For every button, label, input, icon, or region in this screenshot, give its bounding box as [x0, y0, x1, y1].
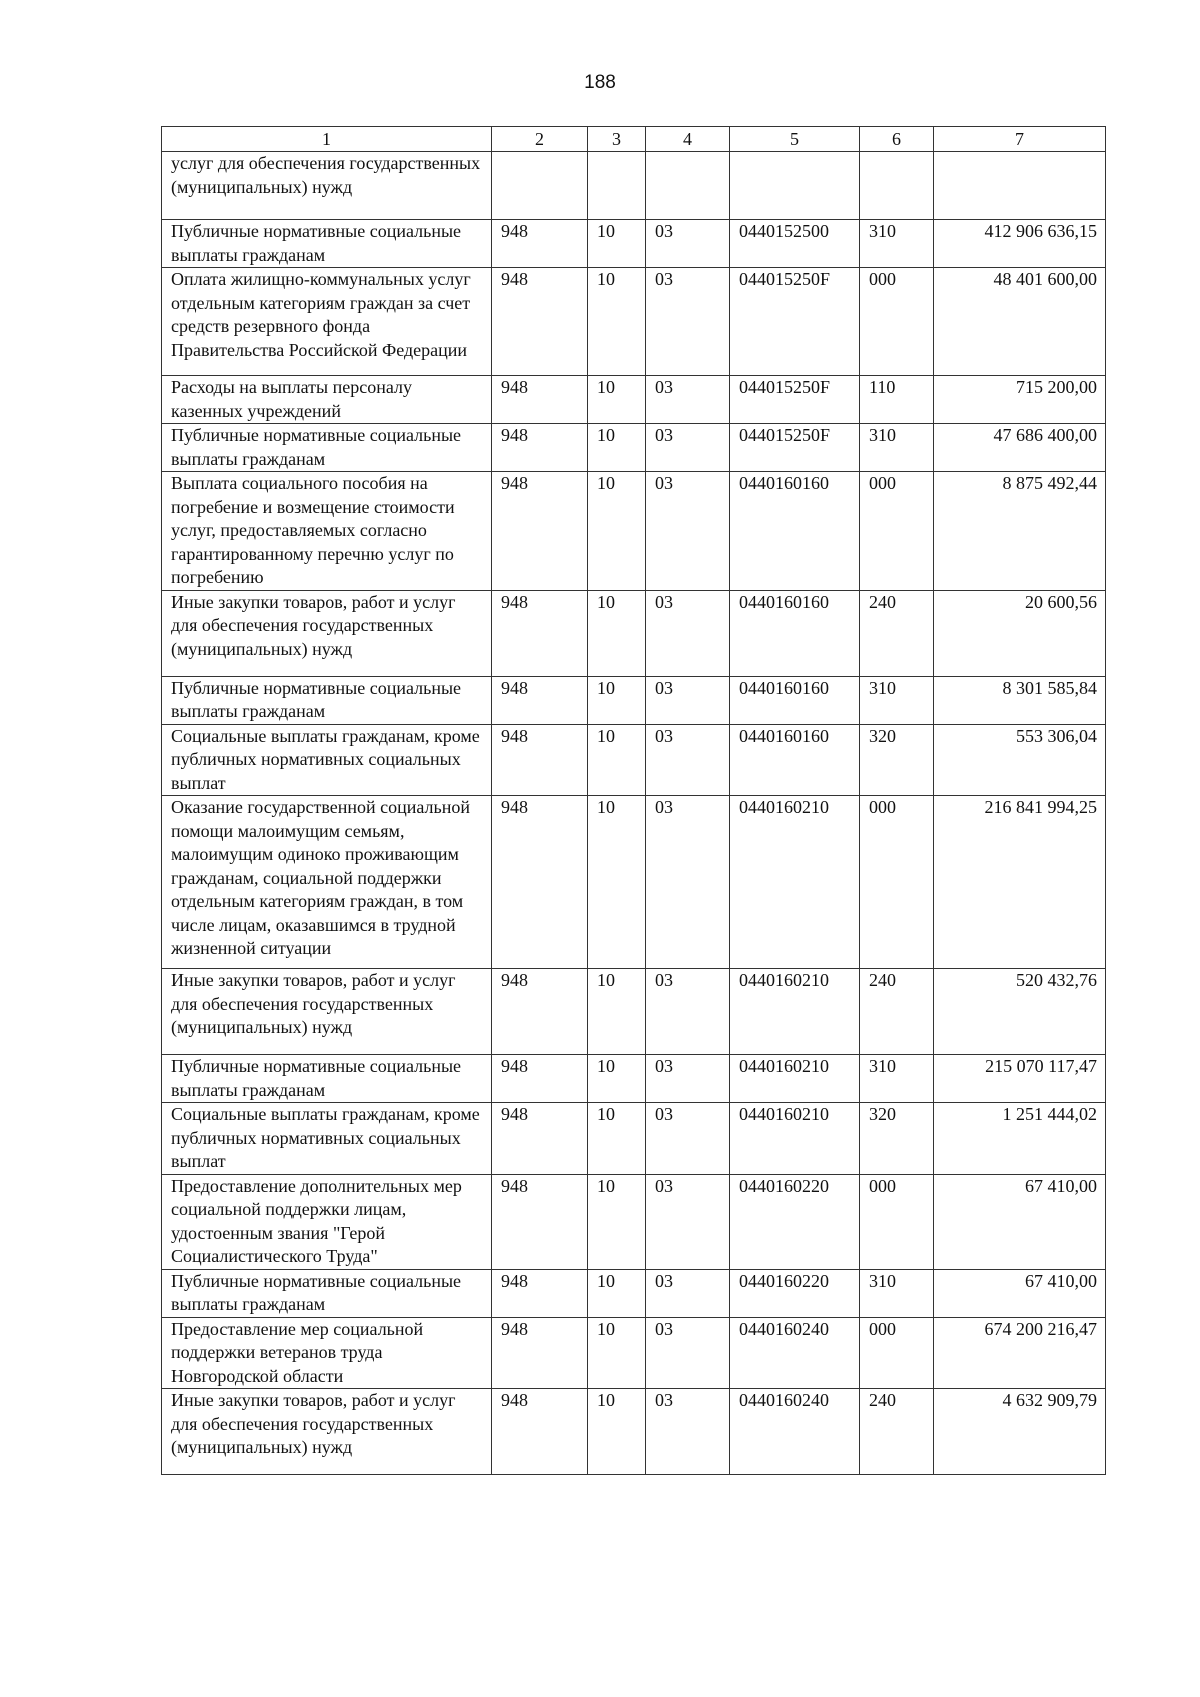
subsection-code-cell: [646, 152, 730, 220]
section-code-cell: 10: [588, 268, 646, 376]
expense-type-cell: 000: [860, 472, 934, 591]
name-cell: услуг для обеспечения государственных (муниципальных) нужд: [162, 152, 492, 220]
target-article-cell: 0440160160: [730, 472, 860, 591]
name-cell: Публичные нормативные социальные выплаты гражданам: [162, 424, 492, 472]
subsection-code-cell: 03: [646, 1174, 730, 1269]
target-article-cell: 0440160210: [730, 1055, 860, 1103]
subsection-code-cell: 03: [646, 472, 730, 591]
expense-type-cell: 310: [860, 676, 934, 724]
grbs-code-cell: [492, 152, 588, 220]
grbs-code-cell: 948: [492, 676, 588, 724]
expense-type-cell: [860, 152, 934, 220]
table-row: [162, 1174, 1106, 1269]
name-cell: Публичные нормативные социальные выплаты гражданам: [162, 1269, 492, 1317]
amount-cell: 216 841 994,25: [934, 796, 1106, 969]
name-cell: Публичные нормативные социальные выплаты гражданам: [162, 220, 492, 268]
section-code-cell: 10: [588, 1269, 646, 1317]
grbs-code-cell: 948: [492, 220, 588, 268]
name-cell: Иные закупки товаров, работ и услуг для обеспечения государственных (муниципальных) нужд: [162, 1389, 492, 1475]
column-header: 6: [860, 127, 934, 152]
name-cell: Публичные нормативные социальные выплаты гражданам: [162, 1055, 492, 1103]
amount-cell: 553 306,04: [934, 724, 1106, 796]
target-article-cell: 0440152500: [730, 220, 860, 268]
table-row: [162, 724, 1106, 796]
name-cell: Выплата социального пособия на погребение и возмещение стоимости услуг, предоставляемых согласно гарантированному перечню услуг по погребению: [162, 472, 492, 591]
expense-type-cell: 000: [860, 1317, 934, 1389]
name-cell: Публичные нормативные социальные выплаты гражданам: [162, 676, 492, 724]
amount-cell: 8 301 585,84: [934, 676, 1106, 724]
section-code-cell: 10: [588, 1103, 646, 1175]
target-article-cell: 0440160160: [730, 590, 860, 676]
grbs-code-cell: 948: [492, 1269, 588, 1317]
column-number-row: [162, 127, 1106, 152]
grbs-code-cell: 948: [492, 1389, 588, 1475]
section-code-cell: [588, 152, 646, 220]
subsection-code-cell: 03: [646, 424, 730, 472]
amount-cell: 215 070 117,47: [934, 1055, 1106, 1103]
name-cell: Социальные выплаты гражданам, кроме публичных нормативных социальных выплат: [162, 1103, 492, 1175]
expense-type-cell: 320: [860, 1103, 934, 1175]
column-header: 2: [492, 127, 588, 152]
target-article-cell: 0440160240: [730, 1389, 860, 1475]
subsection-code-cell: 03: [646, 676, 730, 724]
name-cell: Иные закупки товаров, работ и услуг для обеспечения государственных (муниципальных) нужд: [162, 969, 492, 1055]
grbs-code-cell: 948: [492, 424, 588, 472]
grbs-code-cell: 948: [492, 1317, 588, 1389]
name-cell: Оплата жилищно-коммунальных услуг отдельным категориям граждан за счет средств резервного фонда Правительства Российской Федерации: [162, 268, 492, 376]
budget-table: [161, 126, 1106, 1475]
amount-cell: 67 410,00: [934, 1269, 1106, 1317]
amount-cell: 715 200,00: [934, 376, 1106, 424]
subsection-code-cell: 03: [646, 268, 730, 376]
section-code-cell: 10: [588, 590, 646, 676]
name-cell: Предоставление мер социальной поддержки ветеранов труда Новгородской области: [162, 1317, 492, 1389]
expense-type-cell: 240: [860, 969, 934, 1055]
subsection-code-cell: 03: [646, 969, 730, 1055]
amount-cell: 8 875 492,44: [934, 472, 1106, 591]
table-row: [162, 676, 1106, 724]
grbs-code-cell: 948: [492, 472, 588, 591]
column-header: 5: [730, 127, 860, 152]
page-number: 188: [584, 72, 616, 93]
section-code-cell: 10: [588, 376, 646, 424]
grbs-code-cell: 948: [492, 268, 588, 376]
subsection-code-cell: 03: [646, 724, 730, 796]
subsection-code-cell: 03: [646, 220, 730, 268]
target-article-cell: 0440160240: [730, 1317, 860, 1389]
table-row: [162, 424, 1106, 472]
expense-type-cell: 000: [860, 796, 934, 969]
table-row: [162, 796, 1106, 969]
expense-type-cell: 310: [860, 424, 934, 472]
amount-cell: 67 410,00: [934, 1174, 1106, 1269]
section-code-cell: 10: [588, 969, 646, 1055]
column-header: 4: [646, 127, 730, 152]
target-article-cell: 0440160210: [730, 1103, 860, 1175]
amount-cell: 4 632 909,79: [934, 1389, 1106, 1475]
table-row: [162, 1269, 1106, 1317]
subsection-code-cell: 03: [646, 1103, 730, 1175]
table-row: [162, 1389, 1106, 1475]
amount-cell: 20 600,56: [934, 590, 1106, 676]
section-code-cell: 10: [588, 1317, 646, 1389]
subsection-code-cell: 03: [646, 796, 730, 969]
name-cell: Социальные выплаты гражданам, кроме публичных нормативных социальных выплат: [162, 724, 492, 796]
target-article-cell: [730, 152, 860, 220]
name-cell: Расходы на выплаты персоналу казенных учреждений: [162, 376, 492, 424]
table-row: [162, 268, 1106, 376]
name-cell: Предоставление дополнительных мер социальной поддержки лицам, удостоенным звания "Герой Социалистического Труда": [162, 1174, 492, 1269]
amount-cell: 412 906 636,15: [934, 220, 1106, 268]
grbs-code-cell: 948: [492, 1103, 588, 1175]
column-header: 7: [934, 127, 1106, 152]
expense-type-cell: 110: [860, 376, 934, 424]
target-article-cell: 044015250F: [730, 268, 860, 376]
table-row: [162, 1103, 1106, 1175]
subsection-code-cell: 03: [646, 1055, 730, 1103]
grbs-code-cell: 948: [492, 969, 588, 1055]
amount-cell: [934, 152, 1106, 220]
expense-type-cell: 240: [860, 590, 934, 676]
target-article-cell: 044015250F: [730, 424, 860, 472]
expense-type-cell: 310: [860, 1269, 934, 1317]
section-code-cell: 10: [588, 676, 646, 724]
table-row: [162, 1317, 1106, 1389]
section-code-cell: 10: [588, 424, 646, 472]
table-row: [162, 472, 1106, 591]
target-article-cell: 0440160220: [730, 1269, 860, 1317]
table-row: [162, 376, 1106, 424]
section-code-cell: 10: [588, 1389, 646, 1475]
section-code-cell: 10: [588, 724, 646, 796]
amount-cell: 520 432,76: [934, 969, 1106, 1055]
subsection-code-cell: 03: [646, 376, 730, 424]
table-row: [162, 220, 1106, 268]
expense-type-cell: 310: [860, 220, 934, 268]
grbs-code-cell: 948: [492, 590, 588, 676]
section-code-cell: 10: [588, 472, 646, 591]
amount-cell: 674 200 216,47: [934, 1317, 1106, 1389]
table-row: [162, 590, 1106, 676]
expense-type-cell: 310: [860, 1055, 934, 1103]
section-code-cell: 10: [588, 1055, 646, 1103]
target-article-cell: 044015250F: [730, 376, 860, 424]
expense-type-cell: 240: [860, 1389, 934, 1475]
target-article-cell: 0440160160: [730, 724, 860, 796]
grbs-code-cell: 948: [492, 796, 588, 969]
section-code-cell: 10: [588, 796, 646, 969]
name-cell: Оказание государственной социальной помощи малоимущим семьям, малоимущим одиноко проживающим гражданам, социальной поддержки отдельным категориям граждан, в том числе лицам, оказавшимся в трудной жизненной ситуации: [162, 796, 492, 969]
target-article-cell: 0440160210: [730, 969, 860, 1055]
grbs-code-cell: 948: [492, 376, 588, 424]
grbs-code-cell: 948: [492, 1174, 588, 1269]
expense-type-cell: 320: [860, 724, 934, 796]
section-code-cell: 10: [588, 220, 646, 268]
target-article-cell: 0440160210: [730, 796, 860, 969]
target-article-cell: 0440160160: [730, 676, 860, 724]
expense-type-cell: 000: [860, 1174, 934, 1269]
subsection-code-cell: 03: [646, 1317, 730, 1389]
subsection-code-cell: 03: [646, 1269, 730, 1317]
section-code-cell: 10: [588, 1174, 646, 1269]
amount-cell: 48 401 600,00: [934, 268, 1106, 376]
column-header: 3: [588, 127, 646, 152]
amount-cell: 47 686 400,00: [934, 424, 1106, 472]
subsection-code-cell: 03: [646, 590, 730, 676]
expense-type-cell: 000: [860, 268, 934, 376]
table-row: [162, 1055, 1106, 1103]
table-row: [162, 152, 1106, 220]
column-header: 1: [162, 127, 492, 152]
amount-cell: 1 251 444,02: [934, 1103, 1106, 1175]
subsection-code-cell: 03: [646, 1389, 730, 1475]
table-row: [162, 969, 1106, 1055]
target-article-cell: 0440160220: [730, 1174, 860, 1269]
name-cell: Иные закупки товаров, работ и услуг для обеспечения государственных (муниципальных) нужд: [162, 590, 492, 676]
grbs-code-cell: 948: [492, 724, 588, 796]
table-body: [162, 152, 1106, 1475]
grbs-code-cell: 948: [492, 1055, 588, 1103]
